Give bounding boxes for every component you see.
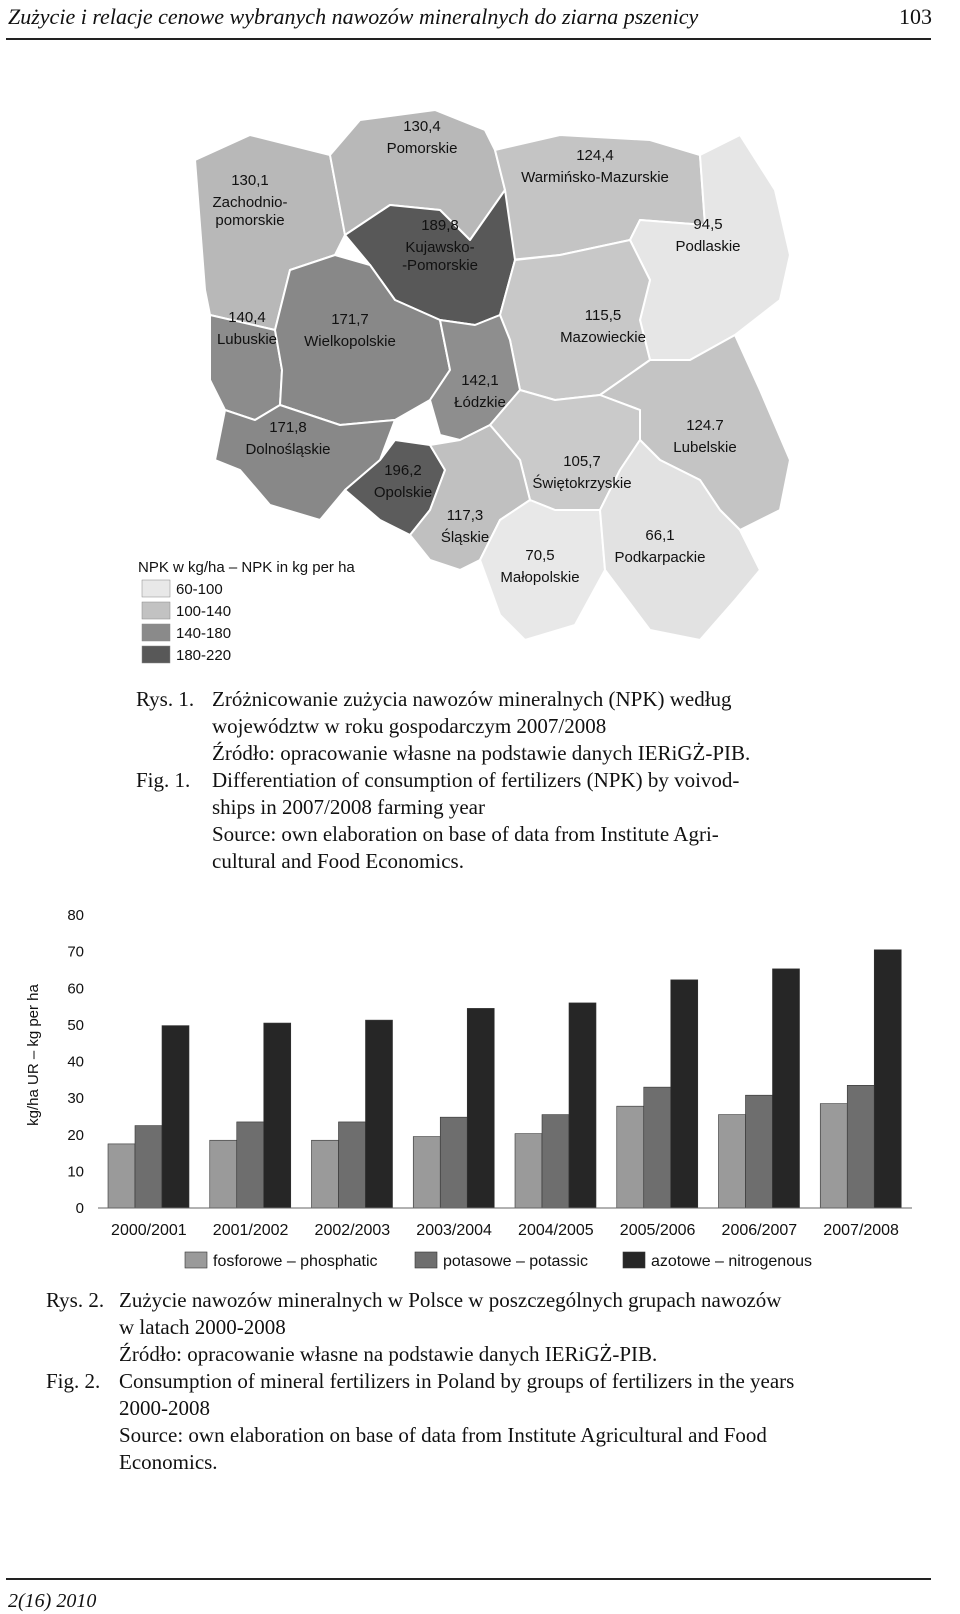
caption2-en-line1: Consumption of mineral fertilizers in Poland by groups of fertilizers in the years [119,1369,795,1393]
region-name-lubelskie: Lubelskie [673,439,737,456]
caption1-pl-source: Źródło: opracowanie własne na podstawie danych IERiGŻ-PIB. [212,741,751,765]
caption1-en-source-line1: Source: own elaboration on base of data from Institute Agri- [212,822,719,846]
map-legend-label: 60-100 [176,581,223,598]
region-value-śląskie: 117,3 [446,507,484,524]
x-tick-label: 2006/2007 [721,1222,798,1239]
map-legend-label: 180-220 [176,647,232,664]
y-axis-label: kg/ha UR – kg per ha [25,984,42,1126]
figure2-caption [0,1287,960,1477]
region-name-dolnośląskie: Dolnośląskie [245,441,331,458]
bar-potassic [339,1122,366,1208]
caption1-pl-line2: województw w roku gospodarczym 2007/2008 [212,714,607,738]
region-value-wielkopolskie: 171,7 [331,311,369,328]
region-name-podkarpackie: Podkarpackie [614,549,706,566]
y-tick-label: 30 [67,1090,84,1108]
bar-potassic [440,1117,467,1208]
region-name-opolskie: Opolskie [373,484,433,501]
y-tick-label: 0 [75,1200,84,1217]
legend-label: azotowe – nitrogenous [651,1253,812,1270]
bar-nitrogenous [773,969,800,1208]
region-name-podlaskie: Podlaskie [675,238,741,255]
map-legend-swatch [142,580,170,597]
y-tick-label: 10 [67,1163,84,1181]
bar-phosphatic [719,1115,746,1208]
footer-rule [6,1578,931,1580]
bar-phosphatic [108,1144,135,1208]
bar-phosphatic [515,1134,542,1208]
region-value-podkarpackie: 66,1 [645,527,675,544]
region-name-mazowieckie: Mazowieckie [560,329,646,346]
bar-phosphatic [820,1104,847,1208]
voivodeship-map [0,40,960,680]
region-name-kujawsko-pomorskie: -Pomorskie [402,257,478,274]
region-name-warmińsko-mazurskie: Warmińsko-Mazurskie [521,169,669,186]
bar-phosphatic [413,1137,440,1208]
region-value-lubuskie: 140,4 [228,309,266,326]
caption2-en-source-line1: Source: own elaboration on base of data from Institute Agricultural and Food [119,1423,767,1447]
legend-swatch [623,1252,645,1268]
caption1-pl-line1: Zróżnicowanie zużycia nawozów mineralnych (NPK) według [212,687,732,711]
caption2-en-source-line2: Economics. [119,1450,218,1474]
x-tick-label: 2004/2005 [518,1222,594,1239]
bar-potassic [542,1115,569,1208]
bar-nitrogenous [264,1023,291,1208]
region-value-świętokrzyskie: 105,7 [563,453,601,470]
bar-potassic [746,1095,773,1208]
caption2-pl-source: Źródło: opracowanie własne na podstawie danych IERiGŻ-PIB. [119,1342,658,1366]
caption1-pl-label: Rys. 1. [136,687,195,711]
bar-nitrogenous [569,1003,596,1208]
x-tick-label: 2001/2002 [212,1222,289,1239]
bar-nitrogenous [366,1020,393,1208]
y-tick-label: 50 [67,1016,84,1034]
bar-potassic [644,1087,671,1208]
bar-nitrogenous [467,1008,494,1208]
region-name-łódzkie: Łódzkie [454,394,506,411]
region-value-warmińsko-mazurskie: 124,4 [576,147,614,164]
region-value-mazowieckie: 115,5 [584,307,622,324]
x-tick-label: 2000/2001 [111,1222,187,1239]
caption1-en-line2: ships in 2007/2008 farming year [212,795,485,819]
region-value-opolskie: 196,2 [384,462,422,479]
bar-potassic [237,1122,264,1208]
map-legend-label: 100-140 [176,603,232,620]
bar-phosphatic [312,1140,339,1208]
legend-label: fosforowe – phosphatic [213,1253,378,1270]
y-tick-label: 20 [67,1126,84,1144]
figure1-caption [0,686,960,876]
region-value-podlaskie: 94,5 [693,216,723,233]
caption1-en-label: Fig. 1. [136,768,191,792]
region-name-zachodnio-pomorskie: Zachodnio- [212,194,288,211]
caption2-en-label: Fig. 2. [46,1369,101,1393]
caption2-pl-label: Rys. 2. [46,1288,105,1312]
region-name-wielkopolskie: Wielkopolskie [304,333,396,350]
page-number: 103 [899,4,932,29]
region-name-lubuskie: Lubuskie [216,331,278,348]
region-name-śląskie: Śląskie [440,529,490,546]
region-name-świętokrzyskie: Świętokrzyskie [532,475,632,492]
region-value-dolnośląskie: 171,8 [269,419,307,436]
region-name-małopolskie: Małopolskie [500,569,580,586]
x-tick-label: 2003/2004 [416,1222,492,1239]
y-tick-label: 40 [67,1053,84,1071]
bar-phosphatic [617,1106,644,1208]
legend-swatch [415,1252,437,1268]
region-value-pomorskie: 130,4 [403,118,441,135]
caption2-pl-line2: w latach 2000-2008 [119,1315,286,1339]
region-name-zachodnio-pomorskie: pomorskie [215,212,285,229]
x-tick-label: 2002/2003 [314,1222,391,1239]
caption1-en-source-line2: cultural and Food Economics. [212,849,464,873]
journal-issue: 2(16) 2010 [8,1590,97,1612]
caption1-en-line1: Differentiation of consumption of fertilizers (NPK) by voivod- [212,768,740,792]
y-tick-label: 70 [67,943,84,961]
bar-potassic [847,1085,874,1208]
x-tick-label: 2005/2006 [619,1222,696,1239]
map-legend-swatch [142,646,170,663]
bar-nitrogenous [671,980,698,1208]
bar-potassic [135,1126,162,1208]
region-value-lubelskie: 124.7 [686,417,724,434]
y-tick-label: 60 [67,980,84,998]
region-name-kujawsko-pomorskie: Kujawsko- [405,239,475,256]
map-legend-label: 140-180 [176,625,232,642]
legend-swatch [185,1252,207,1268]
bar-nitrogenous [162,1026,189,1208]
legend-label: potasowe – potassic [443,1253,588,1270]
region-value-łódzkie: 142,1 [461,372,499,389]
region-value-małopolskie: 70,5 [525,547,555,564]
region-value-zachodnio-pomorskie: 130,1 [231,172,269,189]
caption2-pl-line1: Zużycie nawozów mineralnych w Polsce w poszczególnych grupach nawozów [119,1288,782,1312]
bar-nitrogenous [874,950,901,1208]
caption2-en-line2: 2000-2008 [119,1396,210,1420]
x-tick-label: 2007/2008 [823,1222,899,1239]
running-header-title: Zużycie i relacje cenowe wybranych nawozów mineralnych do ziarna pszenicy [8,4,699,29]
fertilizer-bar-chart [0,895,960,1280]
bar-phosphatic [210,1140,237,1208]
region-name-pomorskie: Pomorskie [386,140,458,157]
y-tick-label: 80 [67,907,84,924]
map-legend-title: NPK w kg/ha – NPK in kg per ha [138,559,355,576]
region-value-kujawsko-pomorskie: 189,8 [421,217,459,234]
map-legend-swatch [142,602,170,619]
map-legend-swatch [142,624,170,641]
